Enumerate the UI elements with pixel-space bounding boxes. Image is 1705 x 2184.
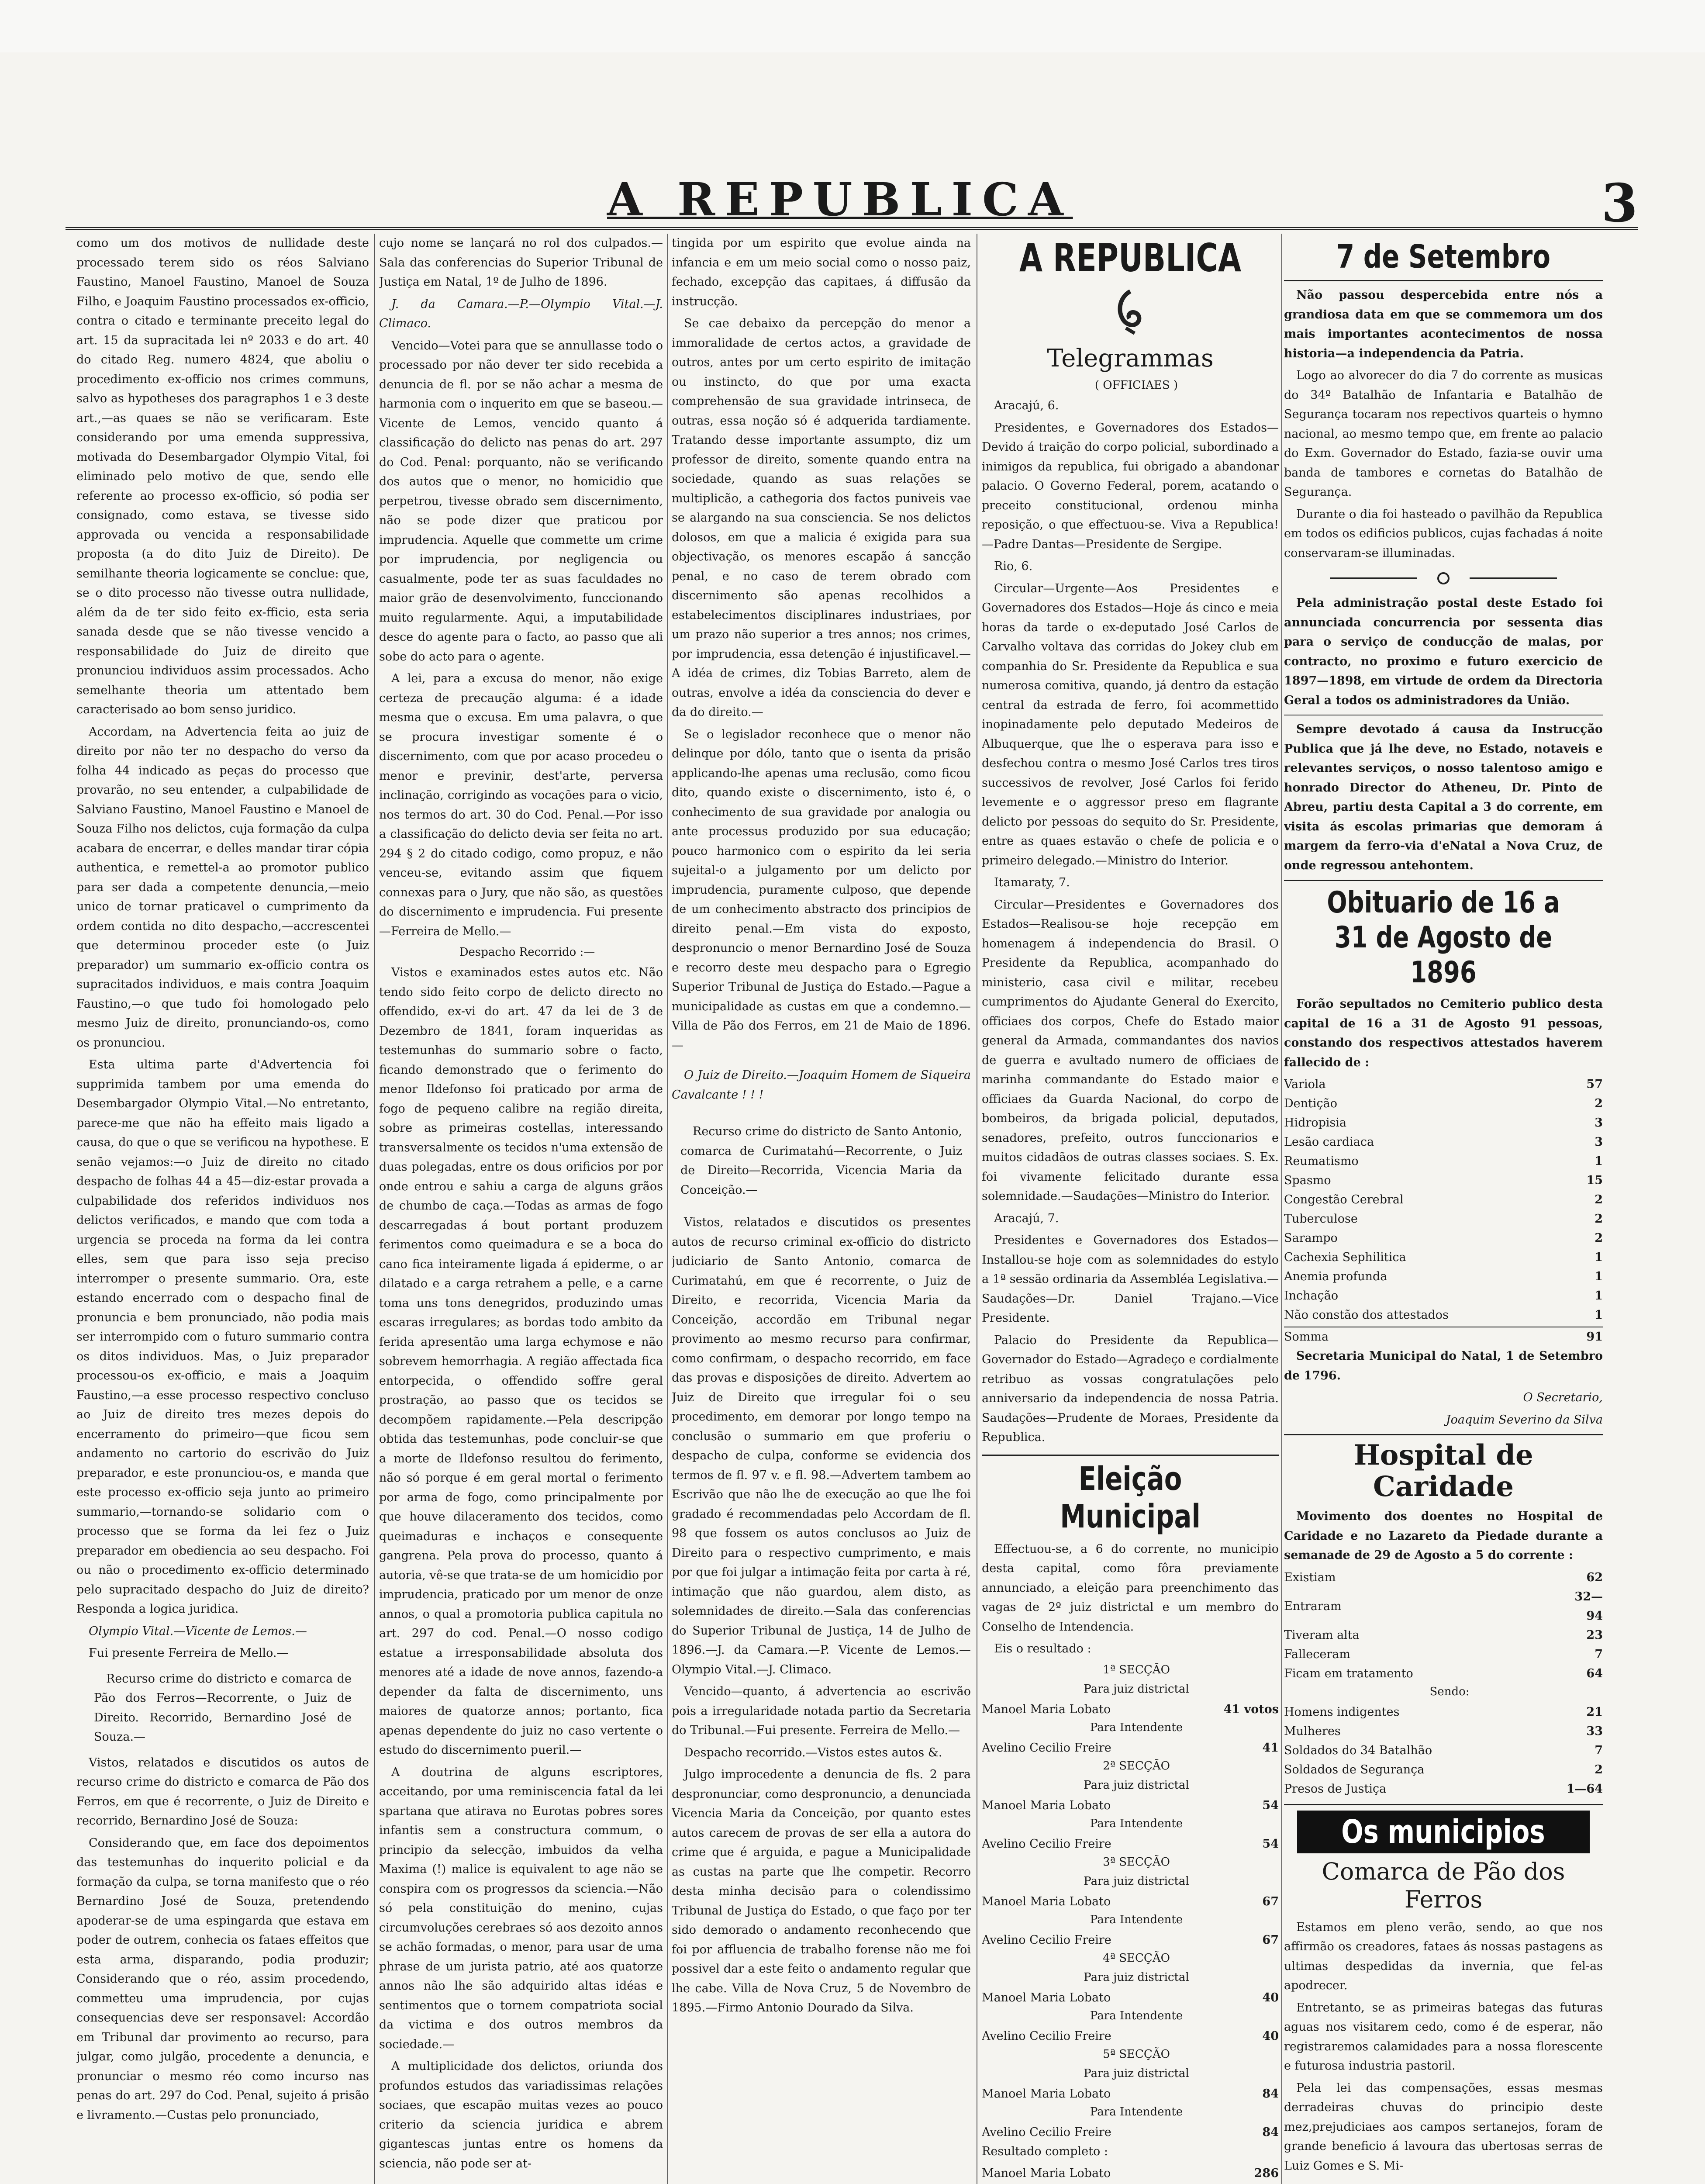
article-paragraph: Forão sepultados no Cemiterio publico desta capital de 16 a 31 de Agosto 91 pessoas, constando dos respectivos attestados haverem fallecido de : bbox=[1284, 997, 1603, 1069]
row-value: 1 bbox=[1595, 1289, 1603, 1303]
candidate-name: Manoel Maria Lobato bbox=[982, 1894, 1111, 1908]
election-office: Para juiz districtal bbox=[1084, 1682, 1189, 1696]
table-row bbox=[1284, 1094, 1603, 1113]
table-row bbox=[1284, 1113, 1603, 1133]
hospital-breakdown-table bbox=[1284, 1703, 1603, 1799]
signature-line: O Secretario, bbox=[1523, 1391, 1603, 1404]
dateline: Aracajú, 6. bbox=[994, 399, 1059, 412]
row-value: 2 bbox=[1595, 1097, 1603, 1110]
article-paragraph: como um dos motivos de nullidade deste processado terem sido os réos Salviano Faustino, Manoel Faustino, Manoel de Souza Filho, e Joaquim Faustino processados ex-officio, contra o citado e terminante preceito legal do art. 15 da supracitada lei nº 2033 e do art. 40 do citado Reg. numero 4824, que aboliu o procedimento ex-officio nos crimes communs, salvo as hypotheses dos paragraphos 1 e 3 deste art.,—as quaes se não se verificaram. Este considerando por uma emenda suppressiva, motivada do Desembargador Olympio Vital, foi eliminado pelo motivo de que, sendo elle referente ao processo ex-officio, só podia ser consignado, como estava, se tivesse sido approvada ou vencida a responsabilidade proposta (a do dito Juiz de Direito). De semilhante theoria logicamente se conclue: que, se o dito processo não tivesse outra nullidade, além da de ter sido feito ex-fficio, esta seria sanada desde que se não tivesse vencido a responsabilidade do Juiz de direito que pronunciou individuos assim processados. Acho semelhante theoria um attentado bem caracterisado ao bom senso juridico. bbox=[76, 236, 369, 716]
table-row bbox=[1284, 1267, 1603, 1286]
article-paragraph: Julgo improcedente a denuncia de fls. 2 para despronunciar, como despronuncio, a denunciada Vicencia Maria da Conceição, por quanto estes autos carecem de provas de ser ella a autora do crime que é arguida, e pague a Municipalidade as custas na parte que lhe competir. Recorro desta minha decisão para o colendissimo Tribunal de Justiça do Estado, o que faço por ter sido demorado o andamento reconhecendo que foi por affluencia de trabalho forense não me foi possivel dar a este feito o andamento regular que lhe cabe. Villa de Nova Cruz, 5 de Novembro de 1895.—Firmo Antonio Dourado da Silva. bbox=[672, 1768, 971, 2015]
column-3 bbox=[672, 234, 971, 2184]
article-paragraph: A multiplicidade dos delictos, oriunda dos profundos estudos das variadissimas relações sociaes, que escapão muitas vezes ao pouco criterio da sciencia juridica e abrem gigantescas juntas entre os homens da sciencia, não pode ser at- bbox=[379, 2060, 663, 2170]
page-header bbox=[66, 173, 1638, 234]
article-paragraph: Considerando que, em face dos depoimentos das testemunhas do inquerito policial e da formação da culpa, se torna manifesto que o réo Bernardino José de Souza, pretendendo apoderar-se de uma espingarda que estava em poder de outrem, conhecia os fataes effeitos que esta arma, disparando, podia produzir; Considerando que o réo, assim procedendo, commetteu uma imprudencia, por cujas consequencias deve ser responsavel: Accordão em Tribunal dar provimento ao recurso, para julgar, como julgão, procedente a denuncia, e pronunciar o mesmo réo como incurso nas penas do art. 297 do Cod. Penal, sujeito á prisão e livramento.—Custas pelo pronunciado, bbox=[76, 1836, 369, 2122]
table-row bbox=[1284, 1760, 1603, 1780]
case-heading: Recurso crime do districto e comarca de Pão dos Ferros—Recorrente, o Juiz de Direito. Recorrido, Bernardino José de Souza.— bbox=[94, 1672, 352, 1744]
row-value: 7 bbox=[1595, 1647, 1603, 1661]
candidate-votes: 286 bbox=[1254, 2167, 1279, 2180]
row-label: Mulheres bbox=[1284, 1724, 1341, 1738]
election-section: 4ª SECÇÃO bbox=[1103, 1951, 1170, 1965]
table-row bbox=[1284, 1075, 1603, 1094]
row-value: 33 bbox=[1586, 1724, 1603, 1738]
candidate-votes: 40 bbox=[1262, 1990, 1279, 2004]
election-section: 2ª SECÇÃO bbox=[1103, 1759, 1170, 1773]
article-paragraph: Movimento dos doentes no Hospital de Caridade e no Lazareto da Piedade durante a semanade de 29 de Agosto a 5 do corrente : bbox=[1284, 1510, 1603, 1562]
article-paragraph: tingida por um espirito que evolue ainda na infancia e em um meio social como o nosso paiz, fechado, excepção das capitaes, á diffusão da instrucção. bbox=[672, 236, 971, 308]
divider bbox=[1284, 1804, 1603, 1805]
row-label: Falleceram bbox=[1284, 1647, 1350, 1661]
candidate-votes: 54 bbox=[1262, 1837, 1279, 1851]
section-title: Hospital de Caridade bbox=[1353, 1439, 1533, 1503]
row-label: Soldados de Segurança bbox=[1284, 1762, 1425, 1776]
obituary-total bbox=[1284, 1327, 1603, 1347]
election-row bbox=[982, 2084, 1279, 2104]
sub-heading: Despacho recorrido.—Vistos estes autos &. bbox=[684, 1745, 942, 1759]
section-title: Os municipios bbox=[1341, 1813, 1546, 1851]
election-office: Para Intendente bbox=[1090, 2009, 1183, 2022]
article-paragraph: Se cae debaixo da percepção do menor a immoralidade de certos actos, a gravidade de outros, antes por um certo espirito de imitação ou instincto, do que por uma exacta comprehensão de sua gravidade intrinseca, de outras, essa noção só é adquerida tardiamente. Tratando desse importante assumpto, diz um professor de direito, somente quando entra na sociedade, quando as suas relações se multiplicão, a cathegoria dos factos puniveis vae se alargando na sua consciencia. Se nos delictos dolosos, em que a malicia é exigida para sua objectivação, os menores escapão á sancção penal, e no caso de terem obrado com discernimento são apenas recolhidos a estabelecimentos disciplinares industriaes, por um prazo não superior a tres annos; nos crimes, por imprudencia, essa detenção é injustificavel.—A idéa de crimes, diz Tobias Barreto, alem de outras, envolve a idéa da consciencia do dever e da do direito.— bbox=[672, 317, 971, 719]
row-label: Variola bbox=[1284, 1078, 1326, 1091]
election-section: 1ª SECÇÃO bbox=[1103, 1663, 1170, 1676]
row-value: 21 bbox=[1586, 1705, 1603, 1719]
divider bbox=[1284, 1434, 1603, 1435]
election-office: Para juiz districtal bbox=[1084, 1778, 1189, 1792]
row-label: Congestão Cerebral bbox=[1284, 1193, 1404, 1206]
table-row bbox=[1284, 1587, 1603, 1626]
column-rule bbox=[374, 234, 375, 2184]
ornament-divider-icon bbox=[1330, 572, 1557, 585]
article-paragraph: Effectuou-se, a 6 do corrente, no municipio desta capital, como fôra previamente annunciado, a eleição para preenchimento das vagas de 2º juiz districtal e um membro do Conselho de Intendencia. bbox=[982, 1542, 1279, 1634]
section-title-banner bbox=[1297, 1811, 1590, 1853]
article-paragraph: A lei, para a excusa do menor, não exige certeza de precaução alguma: é a idade mesma que o excusa. Em uma palavra, o que se procura investigar somente é o discernimento, com que por acaso procedeu o menor e previnir, dest'arte, perversa inclinação, corrigindo as vocações para o vicio, nos termos do art. 30 do Cod. Penal.—Por isso a classificação do delicto devia ser feita no art. 294 § 2 do citado codigo, como propuz, e não venceu-se, evitando assim que fiquem connexas para o Jury, que não são, as questões do discernimento e imprudencia. Fui presente—Ferreira de Mello.— bbox=[379, 672, 663, 938]
candidate-votes: 84 bbox=[1262, 2087, 1279, 2101]
row-label: Reumatismo bbox=[1284, 1154, 1359, 1168]
column-rule bbox=[1281, 234, 1282, 2184]
article-paragraph: Secretaria Municipal do Natal, 1 de Setembro de 1796. bbox=[1284, 1349, 1603, 1382]
article-paragraph: Logo ao alvorecer do dia 7 do corrente as musicas do 34º Batalhão de Infantaria e Batalhão de Segurança tocaram nos repectivos quarteis o hymno nacional, ao mesmo tempo que, em frente ao palacio do Exm. Governador do Estado, fazia-se ouvir uma banda de tambores e cornetas do Batalhão de Segurança. bbox=[1284, 369, 1603, 499]
candidate-name: Manoel Maria Lobato bbox=[982, 2087, 1111, 2101]
election-office: Para Intendente bbox=[1090, 1817, 1183, 1830]
signature-line: Joaquim Severino da Silva bbox=[1446, 1413, 1603, 1427]
article-paragraph: Estamos em pleno verão, sendo, ao que nos affirmão os creadores, fataes ás nossas pastagens as ultimas despedidas da invernia, que fel-as apodrecer. bbox=[1284, 1920, 1603, 1992]
row-label: Cachexia Sephilitica bbox=[1284, 1251, 1406, 1264]
table-row bbox=[1284, 1568, 1603, 1587]
candidate-name: Manoel Maria Lobato bbox=[982, 1798, 1111, 1812]
row-label: Sarampo bbox=[1284, 1231, 1338, 1245]
sub-title: Telegrammas bbox=[1047, 344, 1214, 373]
article-paragraph: Vencido—Votei para que se annullasse todo o processado por não dever ter sido recebida a denuncia de fl. por se não achar a mesma de harmonia com o inquerito em que se baseou.—Vicente de Lemos, vencido quanto á classificação do delicto nas penas do art. 297 do Cod. Penal: porquanto, não se verificando dos autos que o menor, no homicidio que perpetrou, tivesse obrado sem discernimento, não se pode dizer que praticou por imprudencia. Aquelle que commette um crime por imprudencia, por negligencia ou casualmente, pode ter as suas faculdades no maior grão de desenvolvimento, funccionando muito regularmente. Aqui, a imputabilidade desce do agente para o facto, ao passo que ali sobe do acto para o agente. bbox=[379, 339, 663, 663]
candidate-name: Manoel Maria Lobato bbox=[982, 2167, 1111, 2180]
row-value: 7 bbox=[1595, 1743, 1603, 1757]
election-row bbox=[982, 1738, 1279, 1758]
case-heading: Recurso crime do districto de Santo Antonio, comarca de Curimatahú—Recorrente, o Juiz de Direito—Recorrida, Vicencia Maria da Conceição.— bbox=[680, 1125, 962, 1197]
election-row bbox=[982, 1796, 1279, 1815]
table-row bbox=[1284, 1133, 1603, 1152]
candidate-votes: 41 bbox=[1262, 1741, 1279, 1755]
table-row bbox=[1284, 1209, 1603, 1229]
result-heading: Resultado completo : bbox=[982, 2144, 1108, 2158]
row-label: Não constão dos attestados bbox=[1284, 1308, 1449, 1322]
telegram-text: Presidentes, e Governadores dos Estados—Devido á traição do corpo policial, subordinado a inimigos da republica, fui obrigado a abandonar palacio. O Governo Federal, porem, acatando o preceito constitucional, ordenou minha reposição, o que effectuou-se. Viva a Republica!—Padre Dantas—Presidente de Sergipe. bbox=[982, 421, 1279, 551]
candidate-votes: 67 bbox=[1262, 1933, 1279, 1947]
table-row bbox=[1284, 1248, 1603, 1267]
scan-top-margin bbox=[0, 0, 1705, 52]
candidate-name: Avelino Cecilio Freire bbox=[982, 1933, 1111, 1947]
article-paragraph: cujo nome se lançará no rol dos culpados.—Sala das conferencias do Superior Tribunal de Justiça em Natal, 1º de Julho de 1896. bbox=[379, 236, 663, 289]
row-value: 32—94 bbox=[1574, 1590, 1603, 1623]
article-paragraph: Vistos, relatados e discutidos os autos de recurso crime do districto e comarca de Pão dos Ferros, em que é recorrente, o Juiz de Direito e recorrido, Bernardino José de Souza: bbox=[76, 1755, 369, 1828]
telegram-text: Palacio do Presidente da Republica—Governador do Estado—Agradeço e cordialmente retribuo as vossas congratulações pelo anniversario da independencia de nossa Patria. Saudações—Prudente de Moraes, Presidente da Republica. bbox=[982, 1333, 1279, 1444]
candidate-name: Manoel Maria Lobato bbox=[982, 1990, 1111, 2004]
row-value: 2 bbox=[1595, 1762, 1603, 1776]
dateline: Itamaraty, 7. bbox=[994, 876, 1070, 889]
table-row bbox=[1284, 1626, 1603, 1645]
election-office: Para Intendente bbox=[1090, 1721, 1183, 1734]
candidate-name: Avelino Cecilio Freire bbox=[982, 2125, 1111, 2139]
election-row bbox=[982, 1988, 1279, 2008]
election-row bbox=[982, 1931, 1279, 1950]
election-office: Para juiz districtal bbox=[1084, 2067, 1189, 2080]
article-paragraph: Durante o dia foi hasteado o pavilhão da Republica em todos os edificios publicos, cujas fachadas á noite conservaram-se illuminadas. bbox=[1284, 507, 1603, 560]
table-row bbox=[1284, 1703, 1603, 1722]
election-office: Para juiz districtal bbox=[1084, 1970, 1189, 1984]
row-label: Tuberculose bbox=[1284, 1212, 1358, 1226]
article-paragraph: Entretanto, se as primeiras bategas das futuras aguas nos visitarem cedo, como é de esperar, não registraremos calamidades para a nossa florescente e futurosa industria pastoril. bbox=[1284, 2001, 1603, 2073]
table-row bbox=[1284, 1152, 1603, 1171]
article-paragraph: Pela lei das compensações, essas mesmas derradeiras chuvas do principio deste mez,prejudiciaes aos campos sertanejos, foram de grande beneficio á lavoura das ubertosas serras de Luiz Gomes e S. Mi- bbox=[1284, 2081, 1603, 2173]
article-paragraph: Não passou despercebida entre nós a grandiosa data em que se commemora um dos mais importantes acontecimentos de nossa historia—a independencia da Patria. bbox=[1284, 288, 1603, 360]
candidate-votes: 41 votos bbox=[1223, 1702, 1279, 1716]
election-row bbox=[982, 1835, 1279, 1854]
table-row bbox=[1284, 1306, 1603, 1325]
article-paragraph: Accordam, na Advertencia feita ao juiz de direito por não ter no despacho do verso da folha 44 indicado as peças do processo que provarão, no seu entender, a culpabilidade de Salviano Faustino, Manoel Faustino e Manoel de Souza Filho nos delictos, cuja formação da culpa acabara de encerrar, e delles mandar tirar cópia authentica, e remettel-a ao promotor publico para ser dada a competente denuncia,—meio unico de tornar praticavel o cumprimento da ordem contida no dito despacho,—accrescentei que determinou proceder este (o Juiz preparador) um summario ex-officio contra os supracitados individuos, e mais contra Joaquim Faustino,—o que tudo foi homologado pelo mesmo Juiz de direito, pronunciando-os, como os pronunciou. bbox=[76, 725, 369, 1050]
row-value: 1 bbox=[1595, 1154, 1603, 1168]
column-rule bbox=[667, 234, 668, 2184]
signature-line: Fui presente Ferreira de Mello.— bbox=[89, 1646, 289, 1660]
candidate-name: Avelino Cecilio Freire bbox=[982, 1837, 1111, 1851]
row-label: Anemia profunda bbox=[1284, 1270, 1387, 1283]
masthead: A REPUBLICA bbox=[607, 173, 1073, 226]
table-row bbox=[1284, 1722, 1603, 1741]
row-label: Homens indigentes bbox=[1284, 1705, 1400, 1719]
candidate-name: Manoel Maria Lobato bbox=[982, 1702, 1111, 1716]
signature-line: Olympio Vital.—Vicente de Lemos.— bbox=[89, 1624, 307, 1638]
column-4 bbox=[982, 234, 1279, 2184]
row-value: 2 bbox=[1595, 1212, 1603, 1226]
row-value: 57 bbox=[1586, 1078, 1603, 1091]
row-label: Soldados do 34 Batalhão bbox=[1284, 1743, 1432, 1757]
divider bbox=[982, 1455, 1279, 1456]
candidate-votes: 54 bbox=[1262, 1798, 1279, 1812]
sub-heading: Despacho Recorrido :— bbox=[459, 946, 595, 959]
header-rule bbox=[66, 227, 1638, 230]
table-row bbox=[1284, 1171, 1603, 1190]
row-value: 3 bbox=[1595, 1116, 1603, 1130]
article-paragraph: Sempre devotado á causa da Instrucção Publica que já lhe deve, no Estado, notaveis e relevantes serviços, o nosso talentoso amigo e honrado Director do Atheneu, Dr. Pinto de Abreu, partiu desta Capital a 3 do corrente, em visita ás escolas primarias que demoram á margem da ferro-via d'eNatal a Nova Cruz, de onde regressou antehontem. bbox=[1284, 722, 1603, 872]
obituary-table bbox=[1284, 1075, 1603, 1325]
article-paragraph: Vistos, relatados e discutidos os presentes autos de recurso criminal ex-officio do districto judiciario de Santo Antonio, comarca de Curimatahú, em que é recorrente, o Juiz de Direito, e recorrida, Vicencia Maria da Conceição, accordão em Tribunal negar provimento ao mesmo recurso para confirmar, como confirmam, o despacho recorrido, em face das provas e disposições de direito. Advertem ao Juiz de Direito que irregular foi o seu procedimento, em demorar por longo tempo na conclusão o summario em que proferiu o despacho de culpa, conforme se evidencia dos termos de fl. 97 v. e fl. 98.—Advertem tambem ao Escrivão que não lhe de execução ao que lhe foi gradado é recommendadas pelo Accordam de fl. 98 que fossem os autos conclusos ao Juiz de Direito para o respectivo cumprimento, e mais por que foi julgar a intimação feita por carta à ré, intimação que não guardou, alem disto, as solemnidades de direito.—Sala das conferencias do Superior Tribunal de Justiça, 14 de Julho de 1896.—J. da Camara.—P. Vicente de Lemos.—Olympio Vital.—J. Climaco. bbox=[672, 1216, 971, 1676]
candidate-name: Avelino Cecilio Freire bbox=[982, 2029, 1111, 2043]
row-label: Lesão cardiaca bbox=[1284, 1135, 1374, 1149]
election-row bbox=[982, 2164, 1279, 2183]
article-paragraph: Vencido—quanto, á advertencia ao escrivão pois a irregularidade notada partio da Secretaria do Tribunal.—Fui presente. Ferreira de Mello.— bbox=[672, 1685, 971, 1737]
sub-title: Comarca de Pão dos Ferros bbox=[1322, 1857, 1565, 1913]
election-section: 5ª SECÇÃO bbox=[1103, 2047, 1170, 2061]
total-label: Somma bbox=[1284, 1330, 1329, 1344]
divider bbox=[1284, 880, 1603, 881]
election-office: Para Intendente bbox=[1090, 2105, 1183, 2118]
article-paragraph: A doutrina de alguns escriptores, acceitando, por uma reminiscencia fatal da lei spartana que atirava no Eurotas pobres sores infantis sem a constructura commum, o principio da selecção, imbuidos da velha Maxima (!) malice is equivalent to age não se conspira com os progressos da sciencia.—Não só pela constituição do menino, cujas circumvoluções cerebraes só aos dezoito annos se achão formadas, o menor, para usar de uma phrase de um jurista patrio, até aos quatorze annos não lhe são adquirido altas idéas e sentimentos que o tornem compatriota social da victima e dos outros membros da sociedade.— bbox=[379, 1765, 663, 2051]
section-title: Eleição Municipal bbox=[1060, 1460, 1201, 1535]
row-label: Entraram bbox=[1284, 1599, 1342, 1613]
candidate-name: Avelino Cecilio Freire bbox=[982, 1741, 1111, 1755]
divider bbox=[1284, 280, 1603, 281]
row-label: Tiveram alta bbox=[1284, 1628, 1360, 1642]
row-label: Presos de Justiça bbox=[1284, 1782, 1387, 1796]
row-label: Dentição bbox=[1284, 1097, 1337, 1110]
row-value: 62 bbox=[1586, 1570, 1603, 1584]
table-row bbox=[1284, 1190, 1603, 1209]
dateline: Rio, 6. bbox=[994, 560, 1033, 573]
candidate-votes: 84 bbox=[1262, 2125, 1279, 2139]
telegram-text: Presidentes e Governadores dos Estados—Installou-se hoje com as solemnidades do estylo a 1ª sessão ordinaria da Assembléa Legislativa.—Saudações—Dr. Daniel Trajano.—Vice Presidente. bbox=[982, 1234, 1279, 1325]
candidate-votes: 67 bbox=[1262, 1894, 1279, 1908]
article-paragraph: Vistos e examinados estes autos etc. Não tendo sido feito corpo de delicto directo no offendido, ex-vi do art. 47 da lei de 3 de Dezembro de 1841, foram inqueridas as testemunhas do summario sobre o facto, ficando demonstrado que o ferimento do menor Ildefonso foi praticado por arma de fogo de pequeno calibre na região direita, sobre as primeiras costellas, interessando transversalmente os tecidos n'uma extensão de duas polegadas, entre os dous orificios por por onde entrou e sahiu a carga de alguns grãos de chumbo de caça.—Todas as armas de fogo descarregadas á bout portant produzem ferimentos como queimadura e se a boca do cano fica inteiramente ligada á epiderme, o ar dilatado e a carga retrahem a pelle, e a carne toma uns tons denegridos, produzindo umas escaras irregulares; as bordas todo ambito da ferida apresentão uma larga echymose e não sobrevem hemorrhagia. A região affectada fica entorpecida, o offendido soffre geral prostração, ao passo que os tecidos se decompõem rapidamente.—Pela descripção obtida das testemunhas, pode concluir-se que a morte de Ildefonso resultou do ferimento, não só porque é em geral mortal o ferimento por arma de fogo, como principalmente por que houve dilaceramento dos tecidos, como queimaduras e inchaços e consequente gangrena. Pela prova do processo, quanto á autoria, vê-se que trata-se de um homicidio por imprudencia, praticado por um menor de onze annos, o qual a promotoria publica capitula no art. 297 do cod. Penal.—O nosso codigo estatue a irresponsabilidade absoluta dos menores até a idade de nove annos, fazendo-a depender da falta de discernimento, uns maiores de quatorze annos; portanto, fica apenas dependente do juiz no caso vertente o estudo do discernimento pueril.— bbox=[379, 966, 663, 1757]
telegram-text: Circular—Presidentes e Governadores dos Estados—Realisou-se hoje recepção em homenagem á independencia do Brasil. O Presidente da Republica, acompanhado do ministerio, casa civil e militar, recebeu cumprimentos do Ajudante General do Exercito, officiaes dos corpos, Chefe do Estado maior general da Armada, commandantes dos navios de guerra e avultado numero de officiaes de marinha commandante do Estado maior e officiaes da Guarda Nacional, do corpo de bombeiros, da brigada policial, deputados, senadores, prefeito, outros funccionarios e muitos cidadãos de outras classes sociaes. S. Ex. foi vivamente felicitado durante essa solemnidade.—Saudações—Ministro do Interior. bbox=[982, 898, 1279, 1203]
table-row bbox=[1284, 1741, 1603, 1760]
column-2 bbox=[379, 234, 663, 2184]
table-row bbox=[1284, 1229, 1603, 1248]
row-value: 2 bbox=[1595, 1193, 1603, 1206]
sub-heading: Sendo: bbox=[1429, 1685, 1470, 1698]
row-label: Spasmo bbox=[1284, 1174, 1331, 1187]
column-5 bbox=[1284, 234, 1603, 2184]
row-value: 1—64 bbox=[1566, 1782, 1603, 1796]
row-value: 23 bbox=[1586, 1628, 1603, 1642]
row-label: Existiam bbox=[1284, 1570, 1336, 1584]
row-value: 2 bbox=[1595, 1231, 1603, 1245]
candidate-votes: 40 bbox=[1262, 2029, 1279, 2043]
row-label: Hidropisia bbox=[1284, 1116, 1347, 1130]
row-label: Inchação bbox=[1284, 1289, 1339, 1303]
row-value: 64 bbox=[1586, 1666, 1603, 1680]
signature-line: O Juiz de Direito.—Joaquim Homem de Siqueira Cavalcante ! ! ! bbox=[672, 1068, 971, 1102]
sub-title-note: ( OFFICIAES ) bbox=[1094, 379, 1178, 392]
election-row bbox=[982, 2027, 1279, 2046]
dateline: Aracajú, 7. bbox=[994, 1211, 1059, 1225]
election-row bbox=[982, 1700, 1279, 1719]
election-section: 3ª SECÇÃO bbox=[1103, 1855, 1170, 1869]
row-value: 1 bbox=[1595, 1270, 1603, 1283]
table-row bbox=[1284, 1780, 1603, 1799]
row-value: 1 bbox=[1595, 1308, 1603, 1322]
article-paragraph: Pela administração postal deste Estado foi annunciada concurrencia por sessenta dias para o serviço de conducção de malas, por contracto, no proximo e futuro exercicio de 1897—1898, em virtude de ordem da Directoria Geral a todos os administradores da União. bbox=[1284, 596, 1603, 707]
article-paragraph: Eis o resultado : bbox=[994, 1642, 1091, 1655]
table-row bbox=[1284, 1664, 1603, 1683]
article-paragraph: Se o legislador reconhece que o menor não delinque por dólo, tanto que o isenta da prisão applicando-lhe apenas uma reclusão, como ficou dito, quando existe o discernimento, isto é, o conhecimento de sua gravidade por analogia ou ante processus produzido por sua educação; pouco harmonico com o espirito da lei seria sujeital-o a julgamento por um delicto por imprudencia, puramente culposo, que depende de um conhecimento abstracto dos principios de direito penal.—Em vista do exposto, despronuncio o menor Bernardino José de Souza e recorro deste meu despacho para o Egregio Superior Tribunal de Justiça do Estado.—Pague a municipalidade as custas em que a condemno.—Villa de Pão dos Ferros, em 21 de Maio de 1896.— bbox=[672, 727, 971, 1052]
row-value: 1 bbox=[1595, 1251, 1603, 1264]
table-row bbox=[1284, 1645, 1603, 1664]
telegram-text: Circular—Urgente—Aos Presidentes e Governadores dos Estados—Hoje ás cinco e meia horas da tarde o ex-deputado José Carlos de Carvalho voltava das corridas do Jokey club em companhia do Sr. Presidente da Republica e sua numerosa comitiva, quando, já dentro da estação central da estrada de ferro, foi acommettido inopinadamente pelo deputado Medeiros de Albuquerque, que lhe o esperava para isso e desfechou contra o mesmo José Carlos tres tiros successivos de revolver, José Carlos foi ferido levemente e o aggressor preso em flagrante delicto por pessoas do sequito do Sr. Presidente, entre as quaes estavão o chefe de policia e o primeiro delegado.—Ministro do Interior. bbox=[982, 581, 1279, 867]
total-value: 91 bbox=[1586, 1330, 1603, 1344]
page-number: 3 bbox=[1601, 173, 1638, 234]
table-row bbox=[1284, 1286, 1603, 1306]
hospital-table bbox=[1284, 1568, 1603, 1683]
column-1 bbox=[76, 234, 369, 2184]
election-office: Para juiz districtal bbox=[1084, 1874, 1189, 1888]
row-label: Ficam em tratamento bbox=[1284, 1666, 1413, 1680]
row-value: 3 bbox=[1595, 1135, 1603, 1149]
election-row bbox=[982, 1892, 1279, 1911]
section-title: Obituario de 16 a 31 de Agosto de 1896 bbox=[1327, 885, 1560, 990]
ornament-icon bbox=[1113, 288, 1148, 336]
election-office: Para Intendente bbox=[1090, 1913, 1183, 1926]
section-title: 7 de Setembro bbox=[1336, 238, 1551, 276]
signature-line: J. da Camara.—P.—Olympio Vital.—J. Climaco. bbox=[379, 297, 663, 330]
article-paragraph: Esta ultima parte d'Advertencia foi supprimida tambem por uma emenda do Desembargador Olympio Vital.—No entretanto, parece-me que não ha effeito mais ligado a causa, do que o que se verificou na hypothese. E senão vejamos:—o Juiz de direito no citado despacho de folhas 44 a 45—diz-estar provada a culpabilidade dos referidos individuos nos delictos verificados, e mando que com toda a urgencia se proceda na forma da lei contra elles, sem que para isso seja preciso interromper o presente summario. Ora, este estando encerrado com o despacho final de pronuncia e bem pronunciado, não podia mais ser interrompido com o futuro summario contra os ditos individuos. Mas, o Juiz preparador processou-os ex-officio, e mais a Joaquim Faustino,—a esse processo respectivo concluso ao Juiz de direito tres mezes depois do encerramento do primeiro—que ficou sem andamento no cartorio do escrivão do Juiz preparador, e este pronunciou-os, e manda que este processo ex-officio seja junto ao primeiro summario,—tornando-se solidario com o processo que se forma da lei fez o Juiz preparador em obediencia ao seu despacho. Foi ou não o procedimento ex-officio determinado pelo supracitado despacho do Juiz de direito? Responda a logica juridica. bbox=[76, 1058, 369, 1616]
row-value: 15 bbox=[1586, 1174, 1603, 1187]
election-row bbox=[982, 2123, 1279, 2142]
section-title: A REPUBLICA bbox=[1019, 235, 1241, 280]
